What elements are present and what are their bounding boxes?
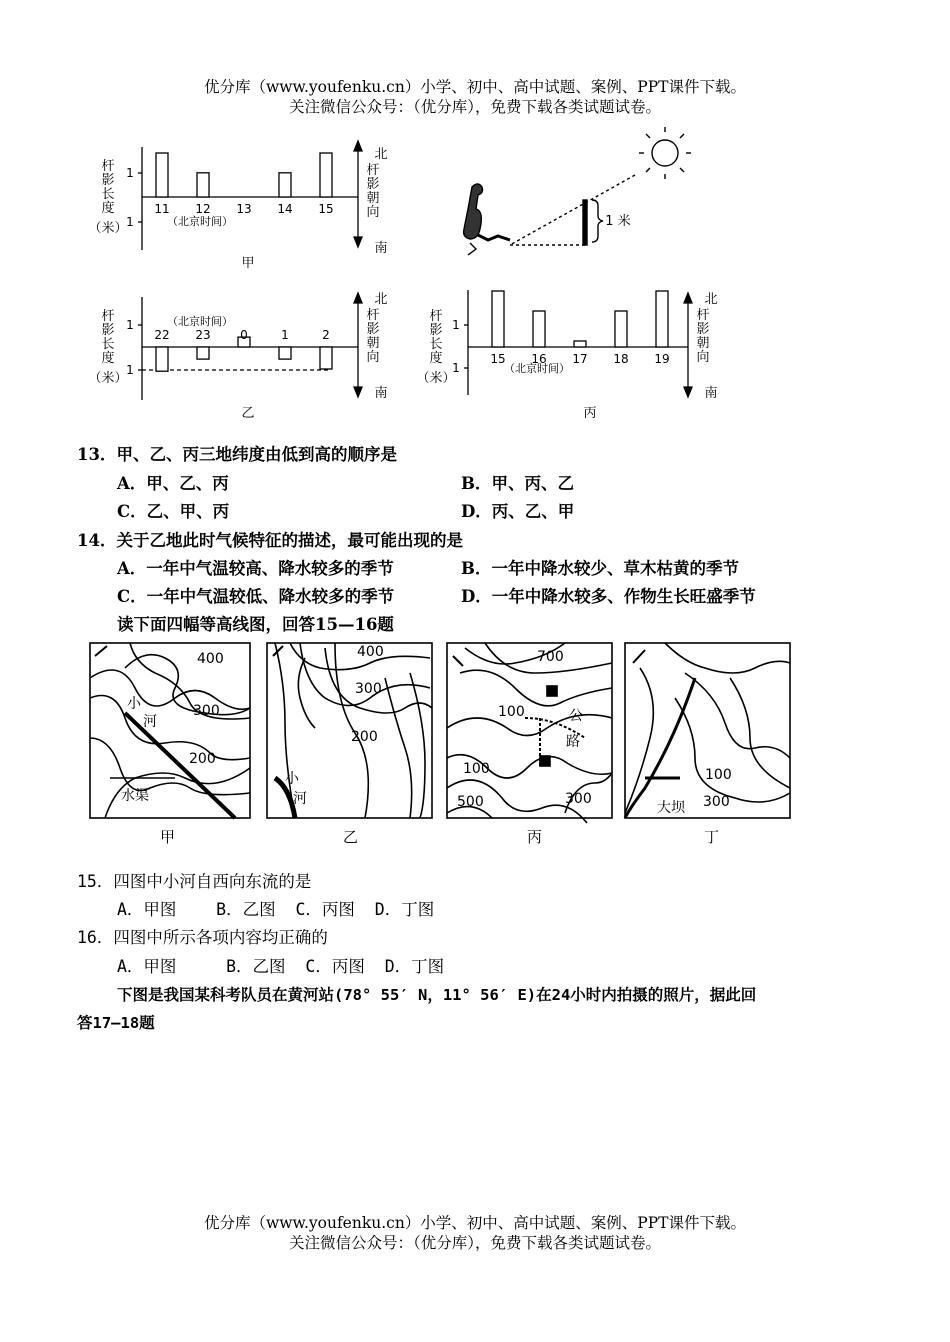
- bing-bar-16: [533, 311, 545, 347]
- map-yi-contour-label: 200: [351, 729, 378, 745]
- y-axis-label-char: 长: [101, 337, 115, 352]
- map-yi-river-label: 小: [285, 771, 299, 787]
- yi-hour-label: 0: [240, 328, 248, 342]
- yi-tick-one: 1: [126, 318, 134, 332]
- direction-label-char: 朝: [366, 336, 380, 351]
- map-ding-feature-label: 大坝: [657, 800, 685, 816]
- map-bing-contour-label: 700: [537, 649, 564, 665]
- map-jia-feature-label: 水渠: [121, 788, 149, 804]
- jia-hour-label: 15: [318, 202, 334, 216]
- direction-label-char: 向: [696, 350, 710, 365]
- map-jia-contour-label: 300: [193, 703, 220, 719]
- y-axis-label-char: 长: [429, 337, 443, 352]
- map-bing-road-label: 公: [569, 708, 583, 724]
- header-line-1: 优分库（www.youfenku.cn）小学、初中、高中试题、案例、PPT课件下载。: [203, 78, 747, 96]
- map-jia-contour-label: 200: [189, 751, 216, 767]
- q13-option-d[interactable]: D．丙、乙、甲: [461, 502, 575, 521]
- yi-hour-label: 1: [281, 328, 289, 342]
- bing-bar-18: [615, 311, 627, 347]
- yi-bar-22: [156, 347, 168, 371]
- intro-17-18-line-2: 答17—18题: [77, 1014, 155, 1032]
- y-axis-label-char: 长: [101, 187, 115, 202]
- direction-label-char: 杆: [366, 163, 380, 178]
- footer-line-1: 优分库（www.youfenku.cn）小学、初中、高中试题、案例、PPT课件下载。: [203, 1214, 747, 1232]
- q13-stem: 13．甲、乙、丙三地纬度由低到高的顺序是: [77, 445, 397, 464]
- y-axis-label-char: 度: [429, 351, 443, 366]
- yi-caption: 乙: [241, 406, 255, 421]
- jia-hour-label: 13: [236, 202, 252, 216]
- q16-options[interactable]: A．甲图 B．乙图 C．丙图 D．丁图: [117, 957, 445, 976]
- yi-hour-label: 2: [322, 328, 330, 342]
- yi-bar-23: [197, 347, 209, 359]
- bing-hour-label: 15: [490, 352, 506, 366]
- y-axis-label-char: （米）: [416, 371, 456, 386]
- jia-bar-11: [156, 153, 168, 197]
- map-ding-contour-label: 100: [705, 767, 732, 783]
- q13-option-b[interactable]: B．甲、丙、乙: [461, 474, 574, 493]
- north-label: 北: [374, 292, 388, 307]
- footer-line-2: 关注微信公众号：（优分库），免费下载各类试题试卷。: [288, 1234, 661, 1252]
- map-bing-caption: 丙: [527, 828, 543, 846]
- contour-maps-figure: [85, 638, 795, 848]
- direction-label-char: 影: [696, 322, 710, 337]
- y-axis-label-char: 杆: [101, 309, 115, 324]
- y-axis-label-char: 度: [101, 351, 115, 366]
- bing-hour-label: 18: [613, 352, 629, 366]
- map-jia-contour-label: 400: [197, 651, 224, 667]
- q15-options[interactable]: A．甲图 B．乙图 C．丙图 D．丁图: [117, 900, 435, 919]
- jia-caption: 甲: [241, 256, 255, 271]
- sun-pole-illustration: [464, 127, 691, 255]
- map-bing-contour-label: 100: [463, 761, 490, 777]
- q13-option-a[interactable]: A．甲、乙、丙: [117, 474, 229, 493]
- y-axis-label-char: 影: [101, 323, 115, 338]
- jia-time-label: （北京时间）: [167, 215, 233, 228]
- south-label: 南: [374, 386, 388, 401]
- bing-bar-19: [656, 291, 668, 347]
- q14-option-c[interactable]: C．一年中气温较低、降水较多的季节: [117, 587, 395, 606]
- yi-bar-2: [320, 347, 332, 369]
- direction-label-char: 影: [366, 177, 380, 192]
- south-label: 南: [374, 241, 388, 256]
- bing-tick-one: 1: [452, 318, 460, 332]
- map-yi-contour-label: 400: [357, 644, 384, 660]
- bing-bar-15: [492, 291, 504, 347]
- bing-hour-label: 17: [572, 352, 588, 366]
- map-jia-caption: 甲: [160, 828, 176, 846]
- y-axis-label-char: 影: [101, 173, 115, 188]
- map-yi-contour-label: 300: [355, 681, 382, 697]
- jia-tick-one: 1: [126, 215, 134, 229]
- q14-option-b[interactable]: B．一年中降水较少、草木枯黄的季节: [461, 559, 739, 578]
- jia-bar-12: [197, 173, 209, 197]
- y-axis-label-char: 影: [429, 323, 443, 338]
- sun-icon: [652, 140, 678, 166]
- y-axis-label-char: 杆: [101, 159, 115, 174]
- direction-label-char: 向: [366, 350, 380, 365]
- header-line-2: 关注微信公众号：（优分库），免费下载各类试题试卷。: [288, 98, 661, 116]
- map-jia-river-label: 河: [143, 714, 157, 730]
- bing-time-label: （北京时间）: [504, 362, 570, 375]
- q13-option-c[interactable]: C．乙、甲、丙: [117, 502, 230, 521]
- q14-option-d[interactable]: D．一年中降水较多、作物生长旺盛季节: [461, 587, 756, 606]
- y-axis-label-char: 度: [101, 201, 115, 216]
- map-bing-contour-label: 100: [498, 704, 525, 720]
- bing-caption: 丙: [583, 406, 597, 421]
- map-ding-caption: 丁: [704, 828, 720, 846]
- yi-bar-1: [279, 347, 291, 359]
- yi-hour-label: 22: [154, 328, 170, 342]
- shadow-length-figure: [80, 125, 740, 425]
- north-label: 北: [374, 147, 388, 162]
- one-meter-label: 1 米: [605, 214, 631, 229]
- intro-15-16: 读下面四幅等高线图，回答15—16题: [117, 615, 394, 634]
- south-label: 南: [704, 386, 718, 401]
- jia-hour-label: 11: [154, 202, 170, 216]
- direction-label-char: 朝: [696, 336, 710, 351]
- intro-17-18-line-1: 下图是我国某科考队员在黄河站(78° 55′ N，11° 56′ E)在24小时内拍摄的照片，据此回: [117, 986, 757, 1004]
- map-yi-caption: 乙: [343, 828, 359, 846]
- jia-bar-15: [320, 153, 332, 197]
- yi-hour-label: 23: [195, 328, 211, 342]
- map-yi-river-label: 河: [293, 791, 307, 807]
- map-bing-contour-label: 500: [457, 794, 484, 810]
- yi-tick-one: 1: [126, 363, 134, 377]
- yi-time-label: （北京时间）: [167, 315, 233, 328]
- bing-bar-17: [574, 341, 586, 347]
- y-axis-label-char: （米）: [88, 371, 128, 386]
- bing-tick-one: 1: [452, 361, 460, 375]
- direction-label-char: 杆: [366, 308, 380, 323]
- jia-tick-one: 1: [126, 166, 134, 180]
- bing-hour-label: 19: [654, 352, 670, 366]
- y-axis-label-char: 杆: [429, 309, 443, 324]
- map-ding-contour-label: 300: [703, 794, 730, 810]
- y-axis-label-char: （米）: [88, 221, 128, 236]
- jia-bar-14: [279, 173, 291, 197]
- q14-option-a[interactable]: A．一年中气温较高、降水较多的季节: [117, 559, 394, 578]
- direction-label-char: 杆: [696, 308, 710, 323]
- direction-label-char: 朝: [366, 191, 380, 206]
- q16-stem: 16．四图中所示各项内容均正确的: [77, 928, 328, 947]
- north-label: 北: [704, 292, 718, 307]
- jia-hour-label: 12: [195, 202, 211, 216]
- bing-hour-label: 16: [531, 352, 547, 366]
- direction-label-char: 影: [366, 322, 380, 337]
- map-bing-road-label: 路: [566, 734, 580, 750]
- q15-stem: 15．四图中小河自西向东流的是: [77, 872, 312, 891]
- jia-hour-label: 14: [277, 202, 293, 216]
- map-jia-river-label: 小: [127, 696, 141, 712]
- map-jia-frame: [90, 643, 250, 818]
- direction-label-char: 向: [366, 205, 380, 220]
- map-bing-contour-label: 300: [565, 791, 592, 807]
- q14-stem: 14．关于乙地此时气候特征的描述，最可能出现的是: [77, 531, 463, 550]
